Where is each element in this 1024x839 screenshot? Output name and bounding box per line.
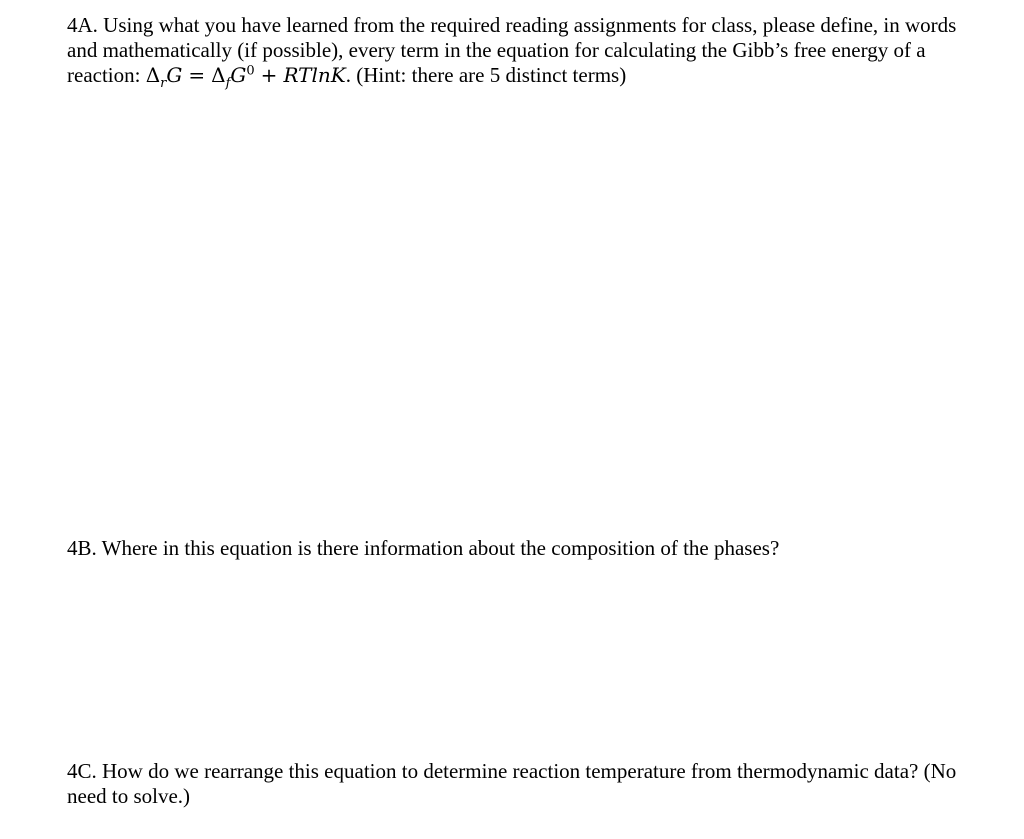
gibbs-g: G: [230, 63, 247, 87]
question-4b: 4B. Where in this equation is there information about the composition of the phases?: [67, 536, 780, 560]
delta-symbol: Δ: [211, 63, 226, 87]
gibbs-g: G: [166, 63, 183, 87]
rtlnk-term: RTlnK: [283, 63, 346, 87]
plus-sign: +: [260, 63, 278, 87]
question-4a-text: 4A. Using what you have learned from the required reading assignments for class, please define, in words and mathematically (if possible), every term in the equation for calculating the Gibb’s free energy of a reaction:: [67, 13, 957, 87]
equals-sign: =: [188, 63, 206, 87]
subscript-r: r: [160, 76, 167, 91]
question-4a: [67, 13, 987, 91]
question-4c: 4C. How do we rearrange this equation to determine reaction temperature from thermodynamic data? (No need to solve.): [67, 759, 957, 808]
superscript-zero: 0: [246, 63, 255, 79]
subscript-f: f: [225, 76, 231, 91]
delta-symbol: Δ: [145, 63, 161, 87]
gibbs-equation: [145, 63, 346, 91]
question-4a-hint: . (Hint: there are 5 distinct terms): [345, 63, 627, 87]
